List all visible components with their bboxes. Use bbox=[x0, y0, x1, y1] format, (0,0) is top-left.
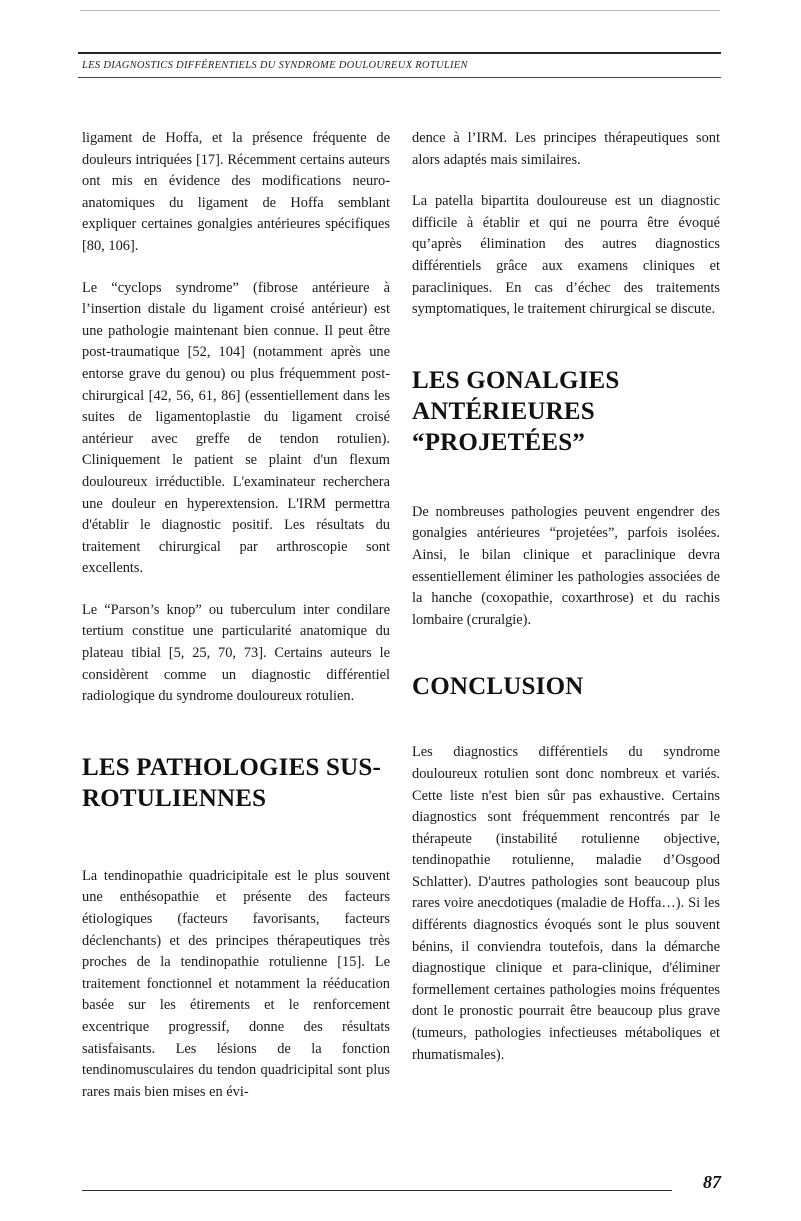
header-top-rule bbox=[78, 52, 721, 54]
right-paragraph-3: De nombreuses pathologies peuvent engendrer des gonalgies antérieures “projetées”, parfois isolées. Ainsi, le bilan clinique et paraclinique devra essentiellement éliminer les pathologies associées de la hanche (coxopathie, coxarthrose) et du rachis lombaire (cruralgie). bbox=[412, 503, 720, 628]
right-paragraph-1: dence à l’IRM. Les principes thérapeutiques sont alors adaptés mais similaires. bbox=[412, 130, 720, 168]
left-paragraph-3: Le “Parson’s knop” ou tuberculum inter condilare tertium constitue une particularité anatomique du plateau tibial [5, 25, 70, 73]. Certains auteurs le considèrent comme un diagnostic différentiel radiologique du syndrome douloureux rotulien. bbox=[82, 601, 390, 705]
section-heading-gonalgies-projetees: LES GONALGIES ANTÉRIEURES “PROJETÉES” bbox=[412, 366, 620, 456]
right-column bbox=[412, 128, 720, 1066]
section-heading-sus-rotuliennes: LES PATHOLOGIES SUS-ROTULIENNES bbox=[82, 753, 381, 812]
section-heading-conclusion: CONCLUSION bbox=[412, 673, 584, 701]
left-column bbox=[82, 128, 390, 1103]
running-header: LES DIAGNOSTICS DIFFÉRENTIELS DU SYNDROME DOULOUREUX ROTULIEN bbox=[82, 60, 468, 71]
top-edge-rule bbox=[80, 10, 720, 11]
footer-rule bbox=[82, 1190, 672, 1191]
header-bottom-rule bbox=[78, 77, 721, 78]
right-paragraph-4: Les diagnostics différentiels du syndrome douloureux rotulien sont donc nombreux et variés. Cette liste n'est bien sûr pas exhaustive. Certains diagnostics sont fréquemment rencontrés par le thérapeute (instabilité rotulienne objective, tendinopathie rotulienne, maladie d’Osgood Schlatter). D'autres pathologies sont beaucoup plus rares voire anecdotiques (maladie de Hoffa…). Si les différents diagnostics évoqués sont le plus souvent bénins, il conviendra toutefois, dans la démarche diagnostique clinique et para-clinique, d'éliminer formellement certaines pathologies moins fréquentes dont le pronostic pourrait être beaucoup plus grave (tumeurs, pathologies infectieuses métaboliques et rhumatismales). bbox=[412, 744, 720, 1063]
left-paragraph-1: ligament de Hoffa, et la présence fréquente de douleurs intriquées [17]. Récemment certains auteurs ont mis en évidence des modifications neuro-anatomiques du ligament de Hoffa semblant expliquer certaines gonalgies antérieures spécifiques [80, 106]. bbox=[82, 130, 390, 254]
left-paragraph-2: Le “cyclops syndrome” (fibrose antérieure à l’insertion distale du ligament croisé antérieur) est une pathologie maintenant bien connue. Il peut être post-traumatique [52, 104] (notamment après une entorse grave du genou) ou plus fréquemment post-chirurgical [42, 56, 61, 86] (essentiellement dans les suites de ligamentoplastie du ligament croisé antérieur avec greffe de tendon rotulien). Cliniquement le patient se plaint d'un flexum douloureux irréductible. L'examinateur recherchera une douleur en hyperextension. L'IRM permettra d'établir le diagnostic positif. Les résultats du traitement chirurgical par arthroscopie sont excellents. bbox=[82, 279, 390, 577]
left-paragraph-4: La tendinopathie quadricipitale est le plus souvent une enthésopathie et présente des facteurs étiologiques (facteurs favorisants, facteurs déclenchants) et des principes thérapeutiques très proches de la tendinopathie rotulienne [15]. Le traitement fonctionnel et notamment la rééducation basée sur les étirements et le renforcement excentrique progressif, donne des résultats satisfaisants. Les lésions de la fonction tendinomusculaires du tendon quadricipital sont plus rares mais bien mises en évi- bbox=[82, 867, 390, 1100]
right-paragraph-2: La patella bipartita douloureuse est un diagnostic difficile à établir et qui ne pourra être évoqué qu’après élimination des autres diagnostics différentiels grâce aux examens cliniques et paracliniques. En cas d’échec des traitements symptomatiques, le traitement chirurgical se discute. bbox=[412, 193, 720, 318]
page-number: 87 bbox=[703, 1172, 721, 1192]
